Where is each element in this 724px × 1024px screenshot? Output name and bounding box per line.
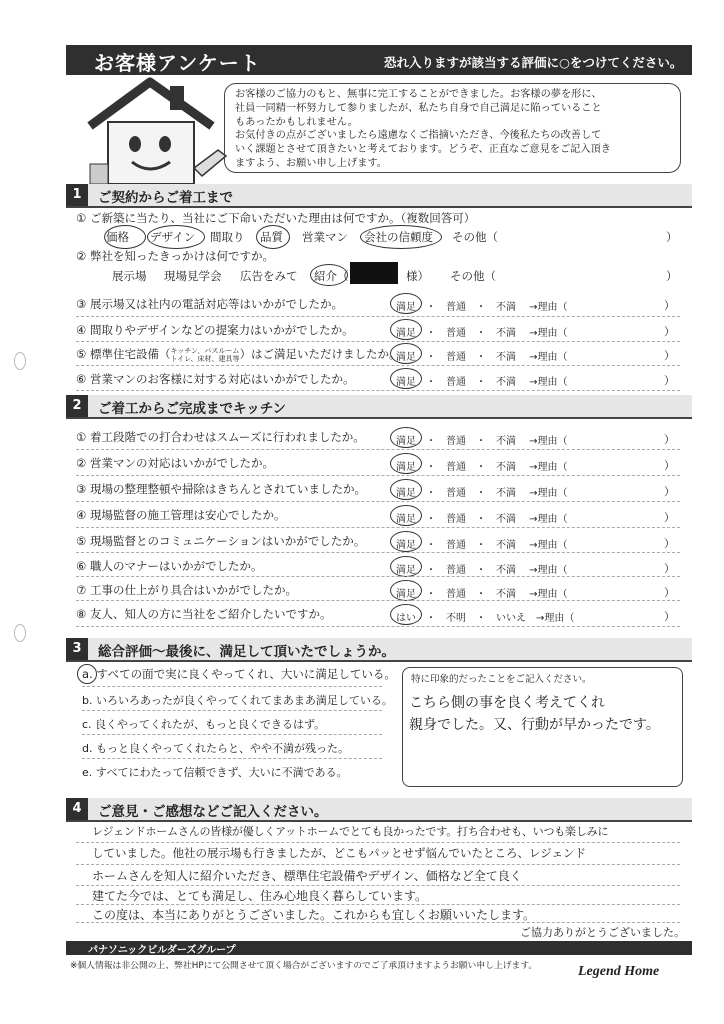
close-paren: ） xyxy=(664,610,675,623)
answer-circle xyxy=(390,479,422,500)
row-divider xyxy=(76,600,680,601)
row-divider xyxy=(76,576,680,577)
comment-line: この度は、本当にありがとうございました。これからも宜しくお願いいたします。 xyxy=(92,908,536,922)
question-2-4: ④ 現場監督の施工管理は安心でしたか。 xyxy=(76,508,286,522)
row-divider xyxy=(76,316,680,317)
intro-line: 社員一同精一杯努力して参りましたが、私たち自身で自己満足に陥っていること xyxy=(235,102,602,114)
overall-option-e[interactable]: e. すべてにわたって信頼できず、大いに不満である。 xyxy=(82,766,348,779)
row-divider xyxy=(76,842,680,843)
intro-line: ますよう、お願い申し上げます。 xyxy=(235,157,387,169)
question-1-5-text: ）はご満足いただけましたか。 xyxy=(239,347,401,361)
group-name: パナソニックビルダーズグループ xyxy=(88,945,236,956)
rating-options[interactable]: 満足 ・ 普通 ・ 不満 →理由（ xyxy=(396,436,568,447)
survey-title: お客様アンケート xyxy=(94,51,261,75)
note-line: キッチン、バスルーム xyxy=(170,346,240,355)
close-paren: ） xyxy=(666,230,678,244)
close-paren: ） xyxy=(664,349,675,362)
row-divider xyxy=(76,390,680,391)
close-paren: ） xyxy=(664,511,675,524)
privacy-note: ※個人情報は非公開の上、弊社HPにて公開させて頂く場合がございますのでご了承頂けますようお願い申し上げます。 xyxy=(70,961,538,971)
question-2-6: ⑥ 職人のマナーはいかがでしたか。 xyxy=(76,559,263,573)
question-1-3: ③ 展示場又は社内の電話対応等はいかがでしたか。 xyxy=(76,297,343,311)
answer-circle xyxy=(360,225,442,249)
close-paren: ） xyxy=(664,586,675,599)
survey-header xyxy=(66,45,692,75)
rating-options[interactable]: 満足 ・ 普通 ・ 不満 →理由（ xyxy=(396,328,568,339)
close-paren: ） xyxy=(664,459,675,472)
answer-circle xyxy=(390,427,422,448)
question-2-8: ⑧ 友人、知人の方に当社をご紹介したいですか。 xyxy=(76,607,332,621)
row-divider xyxy=(82,734,382,735)
section-title: ご契約からご着工まで xyxy=(98,190,233,206)
intro-line: いく課題とさせて頂きたいと考えております。どうぞ、正直なご意見をご記入頂き xyxy=(235,144,611,156)
rating-options[interactable]: 満足 ・ 普通 ・ 不満 →理由（ xyxy=(396,540,568,551)
row-divider xyxy=(76,475,680,476)
option-sales[interactable]: 営業マン xyxy=(302,230,348,244)
option-referral[interactable]: 紹介（ xyxy=(314,269,349,283)
option-referral-suffix: 様） xyxy=(406,269,429,283)
rating-options[interactable]: 満足 ・ 普通 ・ 不満 →理由（ xyxy=(396,514,568,525)
answer-circle xyxy=(104,225,146,249)
answer-circle xyxy=(147,225,205,249)
survey-instruction: 恐れ入りますが該当する評価に○をつけてください。 xyxy=(384,55,683,70)
option-trust[interactable]: 会社の信頼度 xyxy=(364,230,433,244)
answer-circle xyxy=(390,453,422,474)
answer-circle xyxy=(256,225,290,249)
comment-line: していました。他社の展示場も行きましたが、どこもパッとせず悩んでいたところ、レジェンド xyxy=(92,846,586,860)
impression-box[interactable] xyxy=(402,667,683,787)
impression-label: 特に印象的だったことをご記入ください。 xyxy=(411,674,592,685)
note-line: トイレ、床材、建具等 xyxy=(170,354,240,363)
overall-option-a[interactable]: a. すべての面で実に良くやってくれ、大いに満足している。 xyxy=(82,667,396,681)
answer-circle xyxy=(390,604,422,625)
rating-options[interactable]: 満足 ・ 普通 ・ 不満 →理由（ xyxy=(396,302,568,313)
option-price[interactable]: 価格 xyxy=(106,230,129,244)
rating-options[interactable]: 満足 ・ 普通 ・ 不満 →理由（ xyxy=(396,565,568,576)
rating-options[interactable]: 満足 ・ 普通 ・ 不満 →理由（ xyxy=(396,377,568,388)
comment-line: ホームさんを知人に紹介いただき、標準住宅設備やデザイン、価格など全て良く xyxy=(92,869,522,883)
close-paren: ） xyxy=(664,325,675,338)
answer-circle xyxy=(390,531,422,552)
row-divider xyxy=(76,552,680,553)
handwritten-impression: 親身でした。又、行動が早かったです。 xyxy=(409,717,660,733)
row-divider xyxy=(82,686,382,687)
question-1-4: ④ 間取りやデザインなどの提案力はいかがでしたか。 xyxy=(76,323,354,337)
answer-circle xyxy=(390,293,422,314)
option-other[interactable]: その他（ xyxy=(452,230,498,244)
row-divider xyxy=(76,449,680,450)
overall-option-d[interactable]: d. もっと良くやってくれたらと、やや不満が残った。 xyxy=(82,742,349,755)
rating-options[interactable]: 満足 ・ 普通 ・ 不満 →理由（ xyxy=(396,352,568,363)
answer-circle xyxy=(390,368,422,389)
binder-hole xyxy=(14,624,26,642)
answer-circle xyxy=(77,664,97,684)
close-paren: ） xyxy=(664,374,675,387)
option-other[interactable]: その他（ xyxy=(450,269,496,283)
question-2-3: ③ 現場の整理整頓や掃除はきちんとされていましたか。 xyxy=(76,482,366,496)
overall-option-b[interactable]: b. いろいろあったが良くやってくれてまあまあ満足している。 xyxy=(82,694,393,707)
close-paren: ） xyxy=(664,299,675,312)
thanks-text: ご協力ありがとうございました。 xyxy=(520,926,685,939)
answer-circle xyxy=(390,556,422,577)
comment-line: 建てた今では、とても満足し、住み心地良く暮らしています。 xyxy=(92,889,428,903)
section-number: 4 xyxy=(66,798,88,820)
section-1-header xyxy=(66,184,692,208)
rating-options[interactable]: 満足 ・ 普通 ・ 不満 →理由（ xyxy=(396,589,568,600)
brand-logo xyxy=(578,964,659,980)
option-ad[interactable]: 広告をみて xyxy=(240,269,298,283)
section-number: 2 xyxy=(66,395,88,417)
row-divider xyxy=(82,710,382,711)
section-title: ご着工からご完成までキッチン xyxy=(98,401,287,417)
question-2-2: ② 営業マンの対応はいかがでしたか。 xyxy=(76,456,274,470)
answer-circle xyxy=(390,319,422,340)
redaction-block xyxy=(350,262,398,284)
close-paren: ） xyxy=(664,537,675,550)
answer-circle xyxy=(390,580,422,601)
section-4-header xyxy=(66,798,692,822)
section-title: 総合評価～最後に、満足して頂いたでしょうか。 xyxy=(98,644,395,660)
close-paren: ） xyxy=(664,433,675,446)
brand-name: Legend Home xyxy=(578,964,660,979)
question-1-2: ② 弊社を知ったきっかけは何ですか。 xyxy=(76,249,274,263)
row-divider xyxy=(82,758,382,759)
option-open-house[interactable]: 現場見学会 xyxy=(164,269,222,283)
question-1-5 xyxy=(76,346,401,362)
option-design[interactable]: デザイン xyxy=(150,230,196,244)
row-divider xyxy=(76,365,680,366)
question-1-6: ⑥ 営業マンのお客様に対する対応はいかがでしたか。 xyxy=(76,372,355,386)
row-divider xyxy=(76,501,680,502)
row-divider xyxy=(76,527,680,528)
rating-options-yesno[interactable]: はい ・ 不明 ・ いいえ →理由（ xyxy=(396,613,575,624)
option-floorplan[interactable]: 間取り xyxy=(210,230,245,244)
row-divider xyxy=(76,885,680,886)
answer-circle xyxy=(310,264,348,286)
answer-circle xyxy=(390,343,422,364)
intro-line: もあったかもしれません。 xyxy=(235,116,358,128)
section-number: 1 xyxy=(66,184,88,206)
house-mascot-icon xyxy=(80,76,230,184)
row-divider xyxy=(76,922,680,923)
footer-bar xyxy=(66,941,692,955)
question-1-5-text: ⑤ 標準住宅設備（ xyxy=(76,347,171,361)
overall-option-c[interactable]: c. 良くやってくれたが、もっと良くできるはず。 xyxy=(82,718,326,731)
question-1-5-note xyxy=(170,347,239,363)
comment-line: レジェンドホームさんの皆様が優しくアットホームでとても良かったです。打ち合わせも、いつも楽しみに xyxy=(92,825,609,838)
row-divider xyxy=(76,341,680,342)
rating-options[interactable]: 満足 ・ 普通 ・ 不満 →理由（ xyxy=(396,462,568,473)
question-2-7: ⑦ 工事の仕上がり具合はいかがでしたか。 xyxy=(76,583,297,597)
intro-line: お気付きの点がございましたら遠慮なくご指摘いただき、今後私たちの改善して xyxy=(235,130,602,142)
close-paren: ） xyxy=(664,485,675,498)
option-quality[interactable]: 品質 xyxy=(260,230,283,244)
binder-hole xyxy=(14,352,26,370)
intro-line: お客様のご協力のもと、無事に完工することができました。お客様の夢を形に、 xyxy=(235,89,602,100)
intro-message xyxy=(224,83,681,173)
close-paren: ） xyxy=(664,562,675,575)
section-3-header xyxy=(66,638,692,662)
question-1-1: ① ご新築に当たり、当社にご下命いただいた理由は何ですか。（複数回答可） xyxy=(76,211,476,225)
row-divider xyxy=(76,864,680,865)
answer-circle xyxy=(390,505,422,526)
section-number: 3 xyxy=(66,638,88,660)
option-showroom[interactable]: 展示場 xyxy=(112,269,147,283)
question-2-1: ① 着工段階での打合わせはスムーズに行われましたか。 xyxy=(76,430,365,444)
row-divider xyxy=(76,626,680,627)
question-2-5: ⑤ 現場監督とのコミュニケーションはいかがでしたか。 xyxy=(76,534,366,548)
handwritten-impression: こちら側の事を良く考えてくれ xyxy=(409,695,605,711)
section-2-header xyxy=(66,395,692,419)
section-title: ご意見・ご感想などご記入ください。 xyxy=(98,804,328,820)
rating-options[interactable]: 満足 ・ 普通 ・ 不満 →理由（ xyxy=(396,488,568,499)
row-divider xyxy=(76,904,680,905)
close-paren: ） xyxy=(666,269,678,283)
